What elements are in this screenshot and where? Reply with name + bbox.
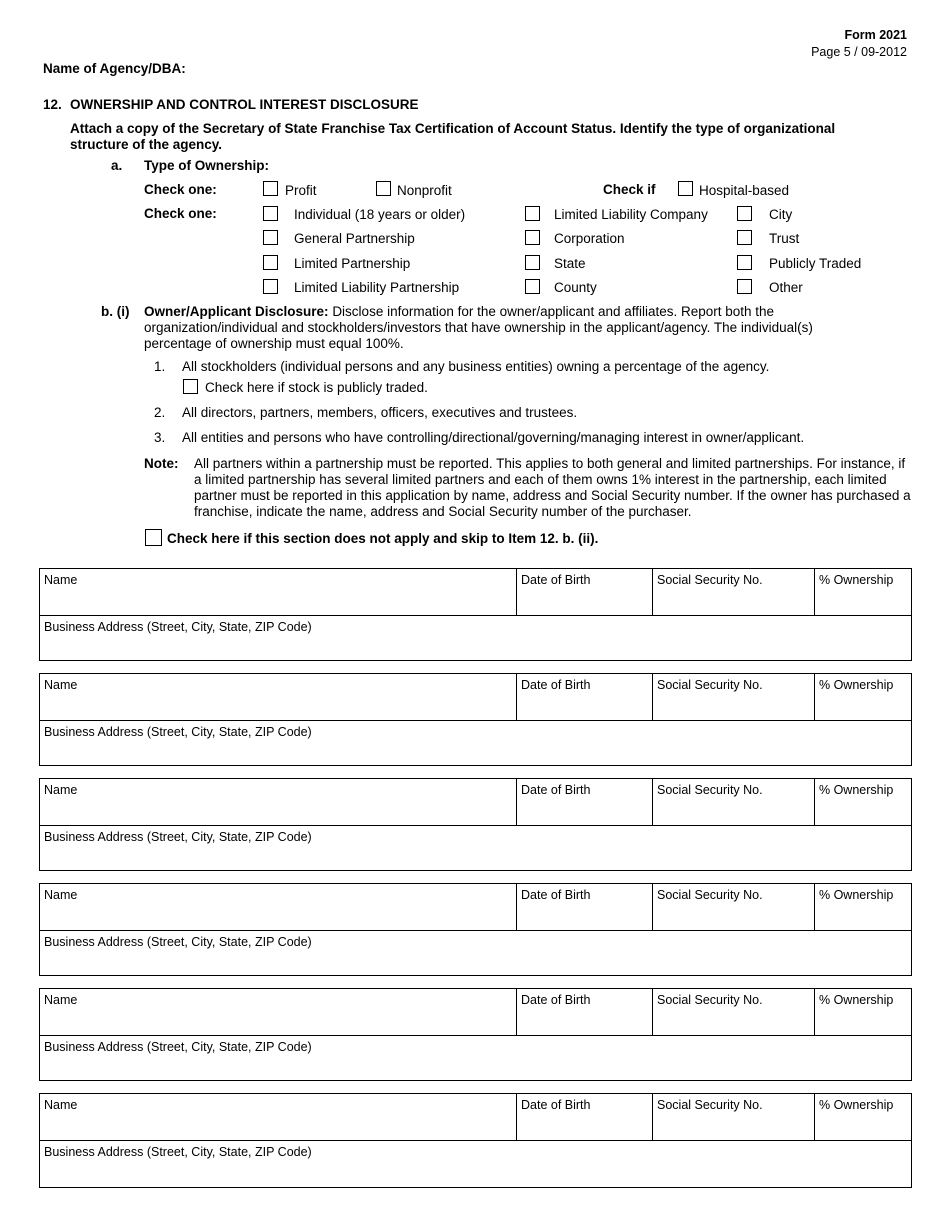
name-label: Name (44, 993, 78, 1007)
llc-label: Limited Liability Company (554, 207, 708, 222)
item-3-number: 3. (154, 430, 166, 445)
ownership-field[interactable] (815, 884, 911, 930)
stock-publicly-traded-label: Check here if stock is publicly traded. (205, 380, 428, 395)
name-field[interactable] (40, 884, 517, 930)
address-field[interactable] (40, 826, 911, 871)
note-label: Note: (144, 456, 179, 471)
profit-label: Profit (285, 183, 317, 198)
state-checkbox[interactable] (525, 255, 540, 270)
address-field[interactable] (40, 1141, 911, 1186)
county-label: County (554, 280, 597, 295)
address-field[interactable] (40, 616, 911, 661)
llp-checkbox[interactable] (263, 279, 278, 294)
section-number: 12. (43, 97, 62, 112)
llc-checkbox[interactable] (525, 206, 540, 221)
page-info: Page 5 / 09-2012 (811, 45, 907, 59)
ssn-field[interactable] (653, 989, 815, 1035)
trust-checkbox[interactable] (737, 230, 752, 245)
section-not-apply-label: Check here if this section does not apply and skip to Item 12. b. (ii). (167, 531, 599, 546)
address-label: Business Address (Street, City, State, ZIP Code) (44, 935, 312, 949)
stock-publicly-traded-checkbox[interactable] (183, 379, 198, 394)
ownership-label: % Ownership (819, 678, 894, 692)
dob-label: Date of Birth (521, 888, 591, 902)
name-field[interactable] (40, 674, 517, 720)
ownership-label: % Ownership (819, 783, 894, 797)
section-not-apply-checkbox[interactable] (145, 529, 162, 546)
name-field[interactable] (40, 779, 517, 825)
owner-entry (39, 673, 912, 766)
item-3-text: All entities and persons who have controlling/directional/governing/managing interest in owner/applicant. (182, 430, 805, 445)
other-label: Other (769, 280, 803, 295)
owner-entry (39, 883, 912, 976)
item-2-number: 2. (154, 405, 166, 420)
name-label: Name (44, 888, 78, 902)
ssn-label: Social Security No. (657, 993, 763, 1007)
hospital-based-checkbox[interactable] (678, 181, 693, 196)
ownership-label: % Ownership (819, 993, 894, 1007)
owner-entry (39, 568, 912, 661)
address-field[interactable] (40, 1036, 911, 1081)
owner-disclosure-heading: Owner/Applicant Disclosure: (144, 304, 329, 319)
address-field[interactable] (40, 721, 911, 766)
note-text: All partners within a partnership must be reported. This applies to both general and limited partnerships. For instance, if a limited partnership has several limited partners and each of them owns 1% interest in the partnership, each limited partner must be reported in this application by name, address and Social Security number. If the owner has purchased a franchise, indicate the name, address and Social Security number of the purchaser. (194, 456, 911, 519)
limited-partnership-label: Limited Partnership (294, 256, 411, 271)
corporation-label: Corporation (554, 231, 625, 246)
dob-label: Date of Birth (521, 993, 591, 1007)
address-field[interactable] (40, 931, 911, 976)
individual-checkbox[interactable] (263, 206, 278, 221)
profit-checkbox[interactable] (263, 181, 278, 196)
ssn-field[interactable] (653, 779, 815, 825)
city-label: City (769, 207, 793, 222)
dob-field[interactable] (517, 989, 653, 1035)
nonprofit-checkbox[interactable] (376, 181, 391, 196)
trust-label: Trust (769, 231, 800, 246)
ownership-field[interactable] (815, 779, 911, 825)
publicly-traded-checkbox[interactable] (737, 255, 752, 270)
ownership-label: % Ownership (819, 573, 894, 587)
dob-label: Date of Birth (521, 573, 591, 587)
owner-disclosure-text: Disclose information for the owner/applicant and affiliates. Report both the organization/individual and stockholders/investors that have ownership in the applicant/agency. The individual(s) percentage of ownership must equal 100%. (144, 304, 813, 351)
ssn-label: Social Security No. (657, 678, 763, 692)
check-one-type-label: Check one: (144, 206, 217, 221)
section-instruction: Attach a copy of the Secretary of State Franchise Tax Certification of Account Status. Identify the type of organizational structure of the agency. (70, 121, 836, 152)
dob-field[interactable] (517, 569, 653, 615)
name-field[interactable] (40, 569, 517, 615)
county-checkbox[interactable] (525, 279, 540, 294)
general-partnership-label: General Partnership (294, 231, 415, 246)
address-label: Business Address (Street, City, State, ZIP Code) (44, 1145, 312, 1159)
ssn-field[interactable] (653, 884, 815, 930)
general-partnership-checkbox[interactable] (263, 230, 278, 245)
owner-disclosure-intro (144, 304, 874, 352)
name-label: Name (44, 1098, 78, 1112)
city-checkbox[interactable] (737, 206, 752, 221)
name-label: Name (44, 678, 78, 692)
ssn-field[interactable] (653, 674, 815, 720)
address-label: Business Address (Street, City, State, ZIP Code) (44, 830, 312, 844)
ownership-field[interactable] (815, 989, 911, 1035)
dob-label: Date of Birth (521, 1098, 591, 1112)
name-field[interactable] (40, 1094, 517, 1140)
address-label: Business Address (Street, City, State, ZIP Code) (44, 620, 312, 634)
name-label: Name (44, 573, 78, 587)
form-number: Form 2021 (844, 28, 907, 42)
section-title: OWNERSHIP AND CONTROL INTEREST DISCLOSURE (70, 97, 419, 112)
ownership-label: % Ownership (819, 888, 894, 902)
owner-entry (39, 778, 912, 871)
item-1-number: 1. (154, 359, 166, 374)
dob-label: Date of Birth (521, 678, 591, 692)
address-label: Business Address (Street, City, State, ZIP Code) (44, 725, 312, 739)
publicly-traded-label: Publicly Traded (769, 256, 862, 271)
name-field[interactable] (40, 989, 517, 1035)
dob-field[interactable] (517, 674, 653, 720)
owner-entry (39, 988, 912, 1081)
ownership-field[interactable] (815, 674, 911, 720)
name-label: Name (44, 783, 78, 797)
item-2-text: All directors, partners, members, officers, executives and trustees. (182, 405, 578, 420)
llp-label: Limited Liability Partnership (294, 280, 460, 295)
ssn-label: Social Security No. (657, 783, 763, 797)
nonprofit-label: Nonprofit (397, 183, 452, 198)
ssn-field[interactable] (653, 1094, 815, 1140)
check-if-label: Check if (603, 182, 656, 197)
dob-field[interactable] (517, 1094, 653, 1140)
part-a-letter: a. (111, 158, 123, 173)
check-one-label: Check one: (144, 182, 217, 197)
ssn-label: Social Security No. (657, 573, 763, 587)
agency-name-label: Name of Agency/DBA: (43, 61, 186, 76)
ssn-label: Social Security No. (657, 888, 763, 902)
corporation-checkbox[interactable] (525, 230, 540, 245)
ssn-field[interactable] (653, 569, 815, 615)
ownership-field[interactable] (815, 569, 911, 615)
hospital-based-label: Hospital-based (699, 183, 790, 198)
part-a-title: Type of Ownership: (144, 158, 270, 173)
ownership-field[interactable] (815, 1094, 911, 1140)
other-checkbox[interactable] (737, 279, 752, 294)
ssn-label: Social Security No. (657, 1098, 763, 1112)
individual-label: Individual (18 years or older) (294, 207, 466, 222)
owner-entry (39, 1093, 912, 1188)
ownership-label: % Ownership (819, 1098, 894, 1112)
state-label: State (554, 256, 586, 271)
dob-field[interactable] (517, 884, 653, 930)
item-1-text: All stockholders (individual persons and any business entities) owning a percentage of the agency. (182, 359, 770, 374)
dob-field[interactable] (517, 779, 653, 825)
limited-partnership-checkbox[interactable] (263, 255, 278, 270)
part-b-label: b. (i) (101, 304, 130, 319)
address-label: Business Address (Street, City, State, ZIP Code) (44, 1040, 312, 1054)
dob-label: Date of Birth (521, 783, 591, 797)
